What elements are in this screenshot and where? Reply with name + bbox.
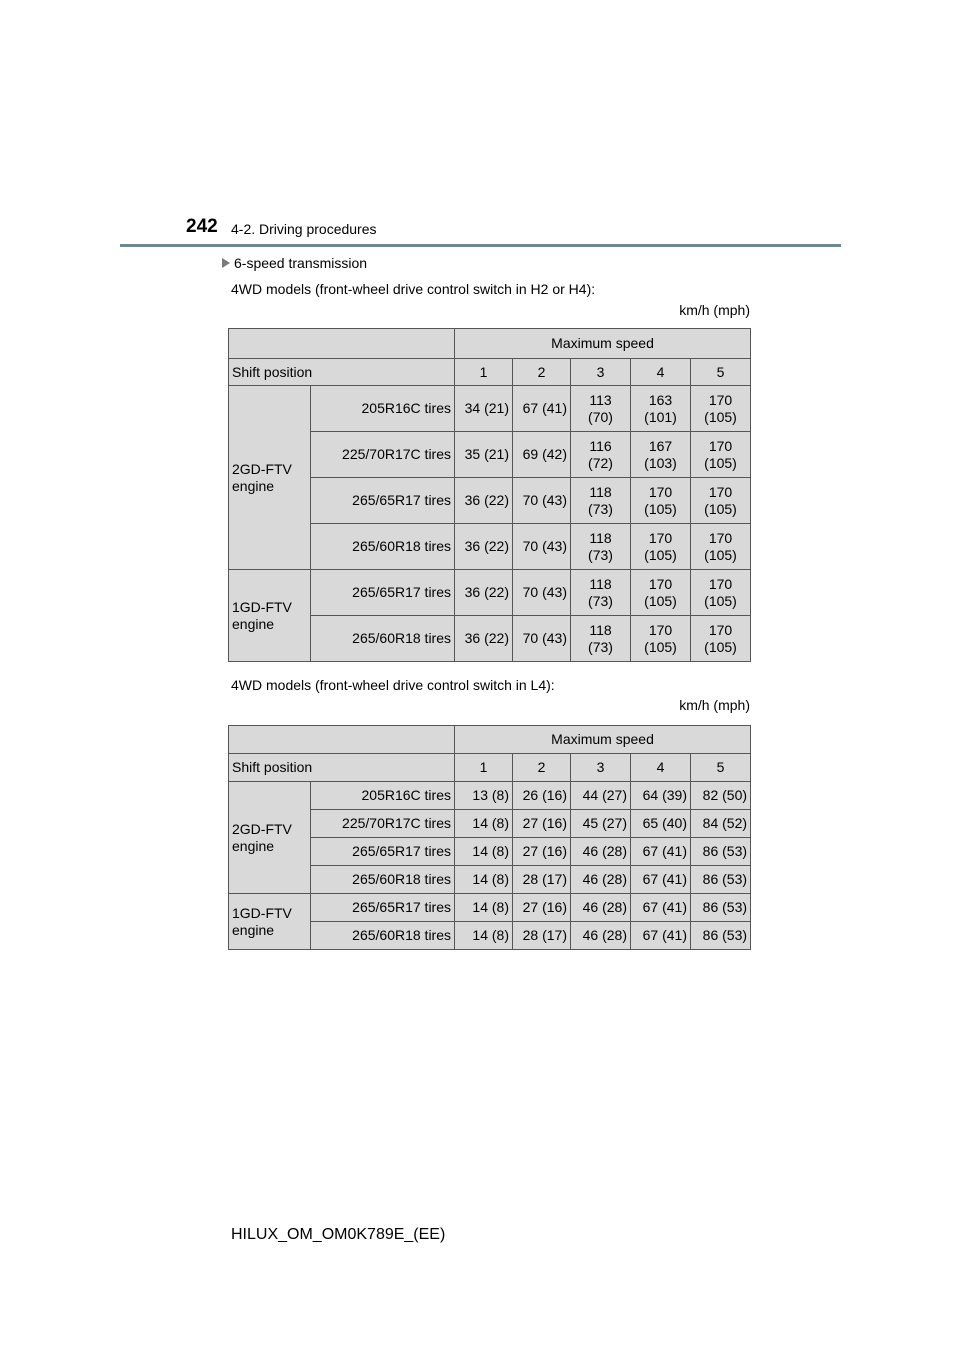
speed-cell: 67 (41) (631, 838, 691, 866)
header-row (229, 726, 751, 754)
speed-cell: 67 (41) (631, 894, 691, 922)
gear-header: 4 (631, 754, 691, 782)
speed-cell: 170 (105) (631, 570, 691, 616)
gear-header: 4 (631, 359, 691, 386)
subsection-heading (222, 255, 367, 271)
engine-cell: 2GD-FTV engine (229, 386, 311, 570)
shift-position-row (229, 754, 751, 782)
speed-cell: 170 (105) (691, 616, 751, 662)
speed-cell: 70 (43) (513, 478, 571, 524)
engine-cell: 1GD-FTV engine (229, 894, 311, 950)
speed-cell: 163 (101) (631, 386, 691, 432)
speed-cell: 170 (105) (631, 478, 691, 524)
shift-position-label: Shift position (229, 359, 455, 386)
shift-position-label: Shift position (229, 754, 455, 782)
speed-cell: 67 (41) (631, 922, 691, 950)
max-speed-table-l4 (228, 725, 751, 950)
speed-cell: 86 (53) (691, 894, 751, 922)
gear-header: 1 (455, 754, 513, 782)
tire-cell: 265/60R18 tires (311, 616, 455, 662)
speed-cell: 86 (53) (691, 866, 751, 894)
tire-cell: 265/65R17 tires (311, 894, 455, 922)
speed-cell: 28 (17) (513, 866, 571, 894)
shift-position-row (229, 359, 751, 386)
speed-cell: 28 (17) (513, 922, 571, 950)
header-rule (120, 244, 841, 247)
table-row (229, 386, 751, 432)
table1-unit: km/h (mph) (679, 302, 750, 318)
speed-cell: 27 (16) (513, 894, 571, 922)
speed-cell: 46 (28) (571, 922, 631, 950)
page-number: 242 (186, 216, 218, 237)
speed-cell: 113 (70) (571, 386, 631, 432)
engine-cell: 1GD-FTV engine (229, 570, 311, 662)
max-speed-table-h2-h4 (228, 328, 751, 662)
document-code: HILUX_OM_OM0K789E_(EE) (231, 1226, 446, 1243)
max-speed-header: Maximum speed (455, 726, 751, 754)
speed-cell: 46 (28) (571, 866, 631, 894)
tire-cell: 225/70R17C tires (311, 432, 455, 478)
gear-header: 5 (691, 359, 751, 386)
tire-cell: 205R16C tires (311, 782, 455, 810)
speed-cell: 36 (22) (455, 616, 513, 662)
speed-cell: 170 (105) (631, 616, 691, 662)
speed-cell: 70 (43) (513, 524, 571, 570)
table-row (229, 782, 751, 810)
triangle-bullet-icon (222, 258, 230, 268)
speed-cell: 170 (105) (691, 524, 751, 570)
table2-caption: 4WD models (front-wheel drive control switch in L4): (231, 677, 555, 693)
speed-cell: 118 (73) (571, 570, 631, 616)
speed-cell: 170 (105) (691, 432, 751, 478)
speed-cell: 65 (40) (631, 810, 691, 838)
speed-cell: 67 (41) (513, 386, 571, 432)
table2-unit: km/h (mph) (679, 697, 750, 713)
speed-cell: 67 (41) (631, 866, 691, 894)
speed-cell: 82 (50) (691, 782, 751, 810)
speed-cell: 46 (28) (571, 838, 631, 866)
speed-cell: 86 (53) (691, 922, 751, 950)
tire-cell: 265/60R18 tires (311, 866, 455, 894)
gear-header: 1 (455, 359, 513, 386)
table-row (229, 894, 751, 922)
gear-header: 5 (691, 754, 751, 782)
speed-cell: 116 (72) (571, 432, 631, 478)
tire-cell: 265/65R17 tires (311, 570, 455, 616)
speed-cell: 170 (105) (691, 386, 751, 432)
header-row (229, 329, 751, 359)
gear-header: 3 (571, 754, 631, 782)
speed-cell: 118 (73) (571, 616, 631, 662)
subsection-heading-text: 6-speed transmission (234, 255, 368, 271)
speed-cell: 118 (73) (571, 524, 631, 570)
speed-cell: 35 (21) (455, 432, 513, 478)
blank-header-cell (229, 329, 455, 359)
speed-cell: 69 (42) (513, 432, 571, 478)
speed-cell: 27 (16) (513, 810, 571, 838)
speed-cell: 70 (43) (513, 616, 571, 662)
gear-header: 3 (571, 359, 631, 386)
gear-header: 2 (513, 359, 571, 386)
tire-cell: 225/70R17C tires (311, 810, 455, 838)
speed-cell: 14 (8) (455, 838, 513, 866)
speed-cell: 118 (73) (571, 478, 631, 524)
speed-cell: 14 (8) (455, 922, 513, 950)
speed-cell: 167 (103) (631, 432, 691, 478)
speed-cell: 36 (22) (455, 570, 513, 616)
speed-cell: 170 (105) (691, 478, 751, 524)
tire-cell: 265/65R17 tires (311, 478, 455, 524)
speed-cell: 170 (105) (631, 524, 691, 570)
speed-cell: 70 (43) (513, 570, 571, 616)
speed-cell: 34 (21) (455, 386, 513, 432)
gear-header: 2 (513, 754, 571, 782)
engine-cell: 2GD-FTV engine (229, 782, 311, 894)
speed-cell: 27 (16) (513, 838, 571, 866)
speed-cell: 44 (27) (571, 782, 631, 810)
speed-cell: 45 (27) (571, 810, 631, 838)
tire-cell: 205R16C tires (311, 386, 455, 432)
speed-cell: 13 (8) (455, 782, 513, 810)
table-row (229, 570, 751, 616)
speed-cell: 86 (53) (691, 838, 751, 866)
speed-cell: 14 (8) (455, 866, 513, 894)
blank-header-cell (229, 726, 455, 754)
speed-cell: 26 (16) (513, 782, 571, 810)
speed-cell: 36 (22) (455, 478, 513, 524)
tire-cell: 265/60R18 tires (311, 524, 455, 570)
tire-cell: 265/65R17 tires (311, 838, 455, 866)
max-speed-header: Maximum speed (455, 329, 751, 359)
speed-cell: 14 (8) (455, 810, 513, 838)
speed-cell: 46 (28) (571, 894, 631, 922)
speed-cell: 170 (105) (691, 570, 751, 616)
section-title: 4-2. Driving procedures (231, 221, 377, 237)
speed-cell: 84 (52) (691, 810, 751, 838)
tire-cell: 265/60R18 tires (311, 922, 455, 950)
speed-cell: 64 (39) (631, 782, 691, 810)
speed-cell: 14 (8) (455, 894, 513, 922)
speed-cell: 36 (22) (455, 524, 513, 570)
table1-caption: 4WD models (front-wheel drive control switch in H2 or H4): (231, 281, 596, 297)
